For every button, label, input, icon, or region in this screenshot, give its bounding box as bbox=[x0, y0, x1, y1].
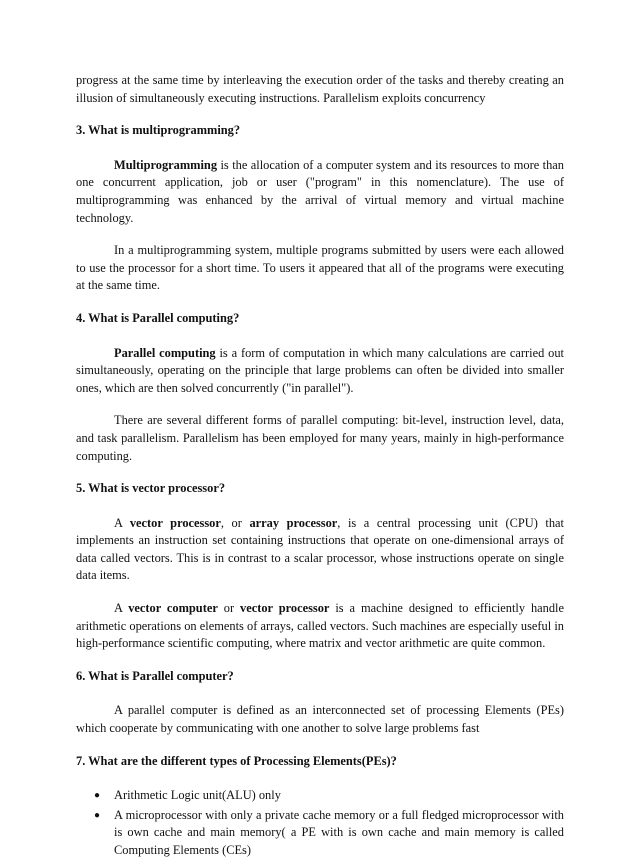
q5-p2-connector: or bbox=[217, 601, 240, 616]
q5-paragraph-1-text: , is a central processing unit (CPU) that implements an instruction set containing instructions that operate on one-dimensional arrays of data called vectors. This is in contrast to a scalar processor, whose instructions operate on single data items. bbox=[76, 515, 564, 583]
term-multiprogramming: Multiprogramming bbox=[114, 157, 218, 172]
q5-paragraph-2-text: is a machine designed to efficiently handle arithmetic operations on elements of arrays, called vectors. Such machines are especially useful in high-performance scientific computing, where matrix and vector arithmetic are quite common. bbox=[76, 601, 564, 651]
q4-paragraph-1-text: is a form of computation in which many calculations are carried out simultaneously, operating on the principle that large problems can often be divided into smaller ones, which are then solved concurrently ("in parallel"). bbox=[76, 345, 564, 395]
q5-p1-lead: A bbox=[114, 515, 130, 530]
question-7-heading: 7. What are the different types of Processing Elements(PEs)? bbox=[76, 753, 397, 768]
q4-paragraph-1 bbox=[76, 345, 564, 398]
q3-paragraph-1-text: is the allocation of a computer system and its resources to more than one concurrent application, job or user ("program" in this nomenclature). The use of multiprogramming was enhanced by the arrival of virtual memory and virtual machine technology. bbox=[76, 157, 564, 225]
q5-p2-lead: A bbox=[114, 601, 129, 616]
list-item-text: A microprocessor with only a private cache memory or a full fledged microprocessor with is own cache and main memory( a PE with is own cache and main memory is called Computing Elements (CEs) bbox=[114, 807, 564, 857]
list-item bbox=[94, 807, 564, 860]
q4-paragraph-2: There are several different forms of parallel computing: bit-level, instruction level, data, and task parallelism. Parallelism has been employed for many years, mainly in high-performance computing. bbox=[76, 413, 564, 463]
q3-paragraph-2: In a multiprogramming system, multiple programs submitted by users were each allowed to use the processor for a short time. To users it appeared that all of the programs were executing at the same time. bbox=[76, 243, 564, 293]
pe-types-list bbox=[76, 787, 564, 859]
list-item bbox=[94, 787, 564, 805]
bullet-icon: ● bbox=[94, 790, 101, 802]
question-4-heading: 4. What is Parallel computing? bbox=[76, 310, 240, 325]
q3-paragraph-1 bbox=[76, 157, 564, 227]
term-parallel-computing: Parallel computing bbox=[114, 345, 216, 360]
bullet-icon: ● bbox=[94, 809, 101, 821]
question-3-heading: 3. What is multiprogramming? bbox=[76, 123, 241, 138]
question-5-heading: 5. What is vector processor? bbox=[76, 481, 226, 496]
intro-paragraph: progress at the same time by interleaving the execution order of the tasks and thereby creating an illusion of simultaneously executing instructions. Parallelism exploits concurrency bbox=[76, 73, 564, 105]
q5-paragraph-1 bbox=[76, 515, 564, 585]
q5-p1-connector: , or bbox=[220, 515, 250, 530]
term-vector-computer: vector computer bbox=[128, 601, 218, 616]
question-6-heading: 6. What is Parallel computer? bbox=[76, 668, 234, 683]
q5-paragraph-2 bbox=[76, 600, 564, 653]
term-array-processor: array processor bbox=[249, 515, 338, 530]
q6-paragraph-1: A parallel computer is defined as an interconnected set of processing Elements (PEs) which cooperate by communicating with one another to solve large problems fast bbox=[76, 703, 564, 736]
term-vector-processor: vector processor bbox=[129, 515, 221, 530]
term-vector-processor-2: vector processor bbox=[240, 601, 330, 616]
list-item-text: Arithmetic Logic unit(ALU) only bbox=[114, 788, 281, 803]
